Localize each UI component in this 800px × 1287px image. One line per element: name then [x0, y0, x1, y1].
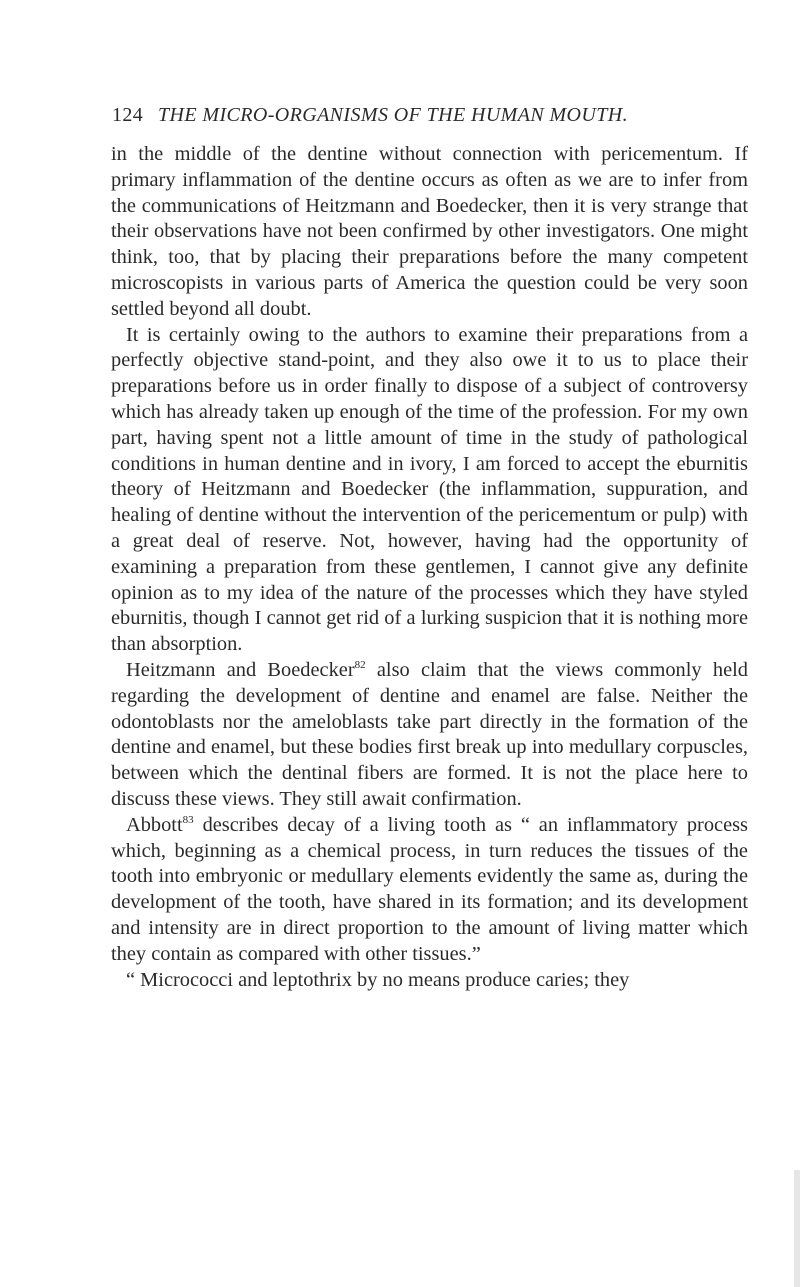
paragraph-rest: describes decay of a living tooth as “ an inflammatory process which, beginning as a chemical process, in turn reduces the tissues of the tooth into embryonic or medullary elements evidently the same as, during the development of the tooth, have shared in its formation; and its development and intensity are in direct proportion to the amount of living matter which they contain as compared with other tissues.”	[111, 813, 748, 965]
paragraph-rest: also claim that the views commonly held regarding the development of dentine and enamel are false. Neither the odontoblasts nor the ameloblasts take part directly in the formation of the dentine and enamel, but these bodies first break up into medullary corpuscles, between which the dentinal fibers are formed. It is not the place here to discuss these views. They still await confirmation.	[111, 658, 748, 810]
footnote-ref[interactable]: 82	[354, 658, 366, 671]
paragraph-continuation: in the middle of the dentine without connection with pericementum. If primary inflammation of the dentine occurs as often as we are to infer from the communications of Heitzmann and Boedecker, then it is very strange that their observations have not been confirmed by other investigators. One might think, too, that by placing their preparations before the many competent microscopists in various parts of America the question could be very soon settled beyond all doubt.	[111, 143, 748, 320]
paragraph-abbott	[111, 813, 748, 968]
body-text	[111, 142, 748, 993]
paragraph-heitzmann-boedecker	[111, 658, 748, 813]
running-title: THE MICRO-ORGANISMS OF THE HUMAN MOUTH.	[158, 104, 629, 126]
running-header	[112, 100, 732, 130]
paragraph-micrococci: “ Micrococci and leptothrix by no means produce caries; they	[126, 968, 630, 991]
page-edge-shadow	[794, 1170, 800, 1287]
paragraph-lead: Heitzmann and Boedecker	[126, 658, 355, 681]
paragraph-eburnitis: It is certainly owing to the authors to examine their preparations from a perfectly objective stand-point, and they also owe it to us to place their preparations before us in order finally to dispose of a subject of controversy which has already taken up enough of the time of the profession. For my own part, having spent not a little amount of time in the study of pathological conditions in human dentine and in ivory, I am forced to accept the eburnitis theory of Heitzmann and Boedecker (the inflammation, suppuration, and healing of dentine without the intervention of the pericementum or pulp) with a great deal of reserve. Not, however, having had the opportunity of examining a preparation from these gentlemen, I cannot give any definite opinion as to my idea of the nature of the processes which they have styled eburnitis, though I cannot get rid of a lurking suspicion that it is nothing more than absorption.	[111, 323, 748, 656]
page-number: 124	[112, 104, 144, 126]
paragraph-lead: Abbott	[126, 813, 183, 836]
footnote-ref[interactable]: 83	[182, 813, 194, 826]
